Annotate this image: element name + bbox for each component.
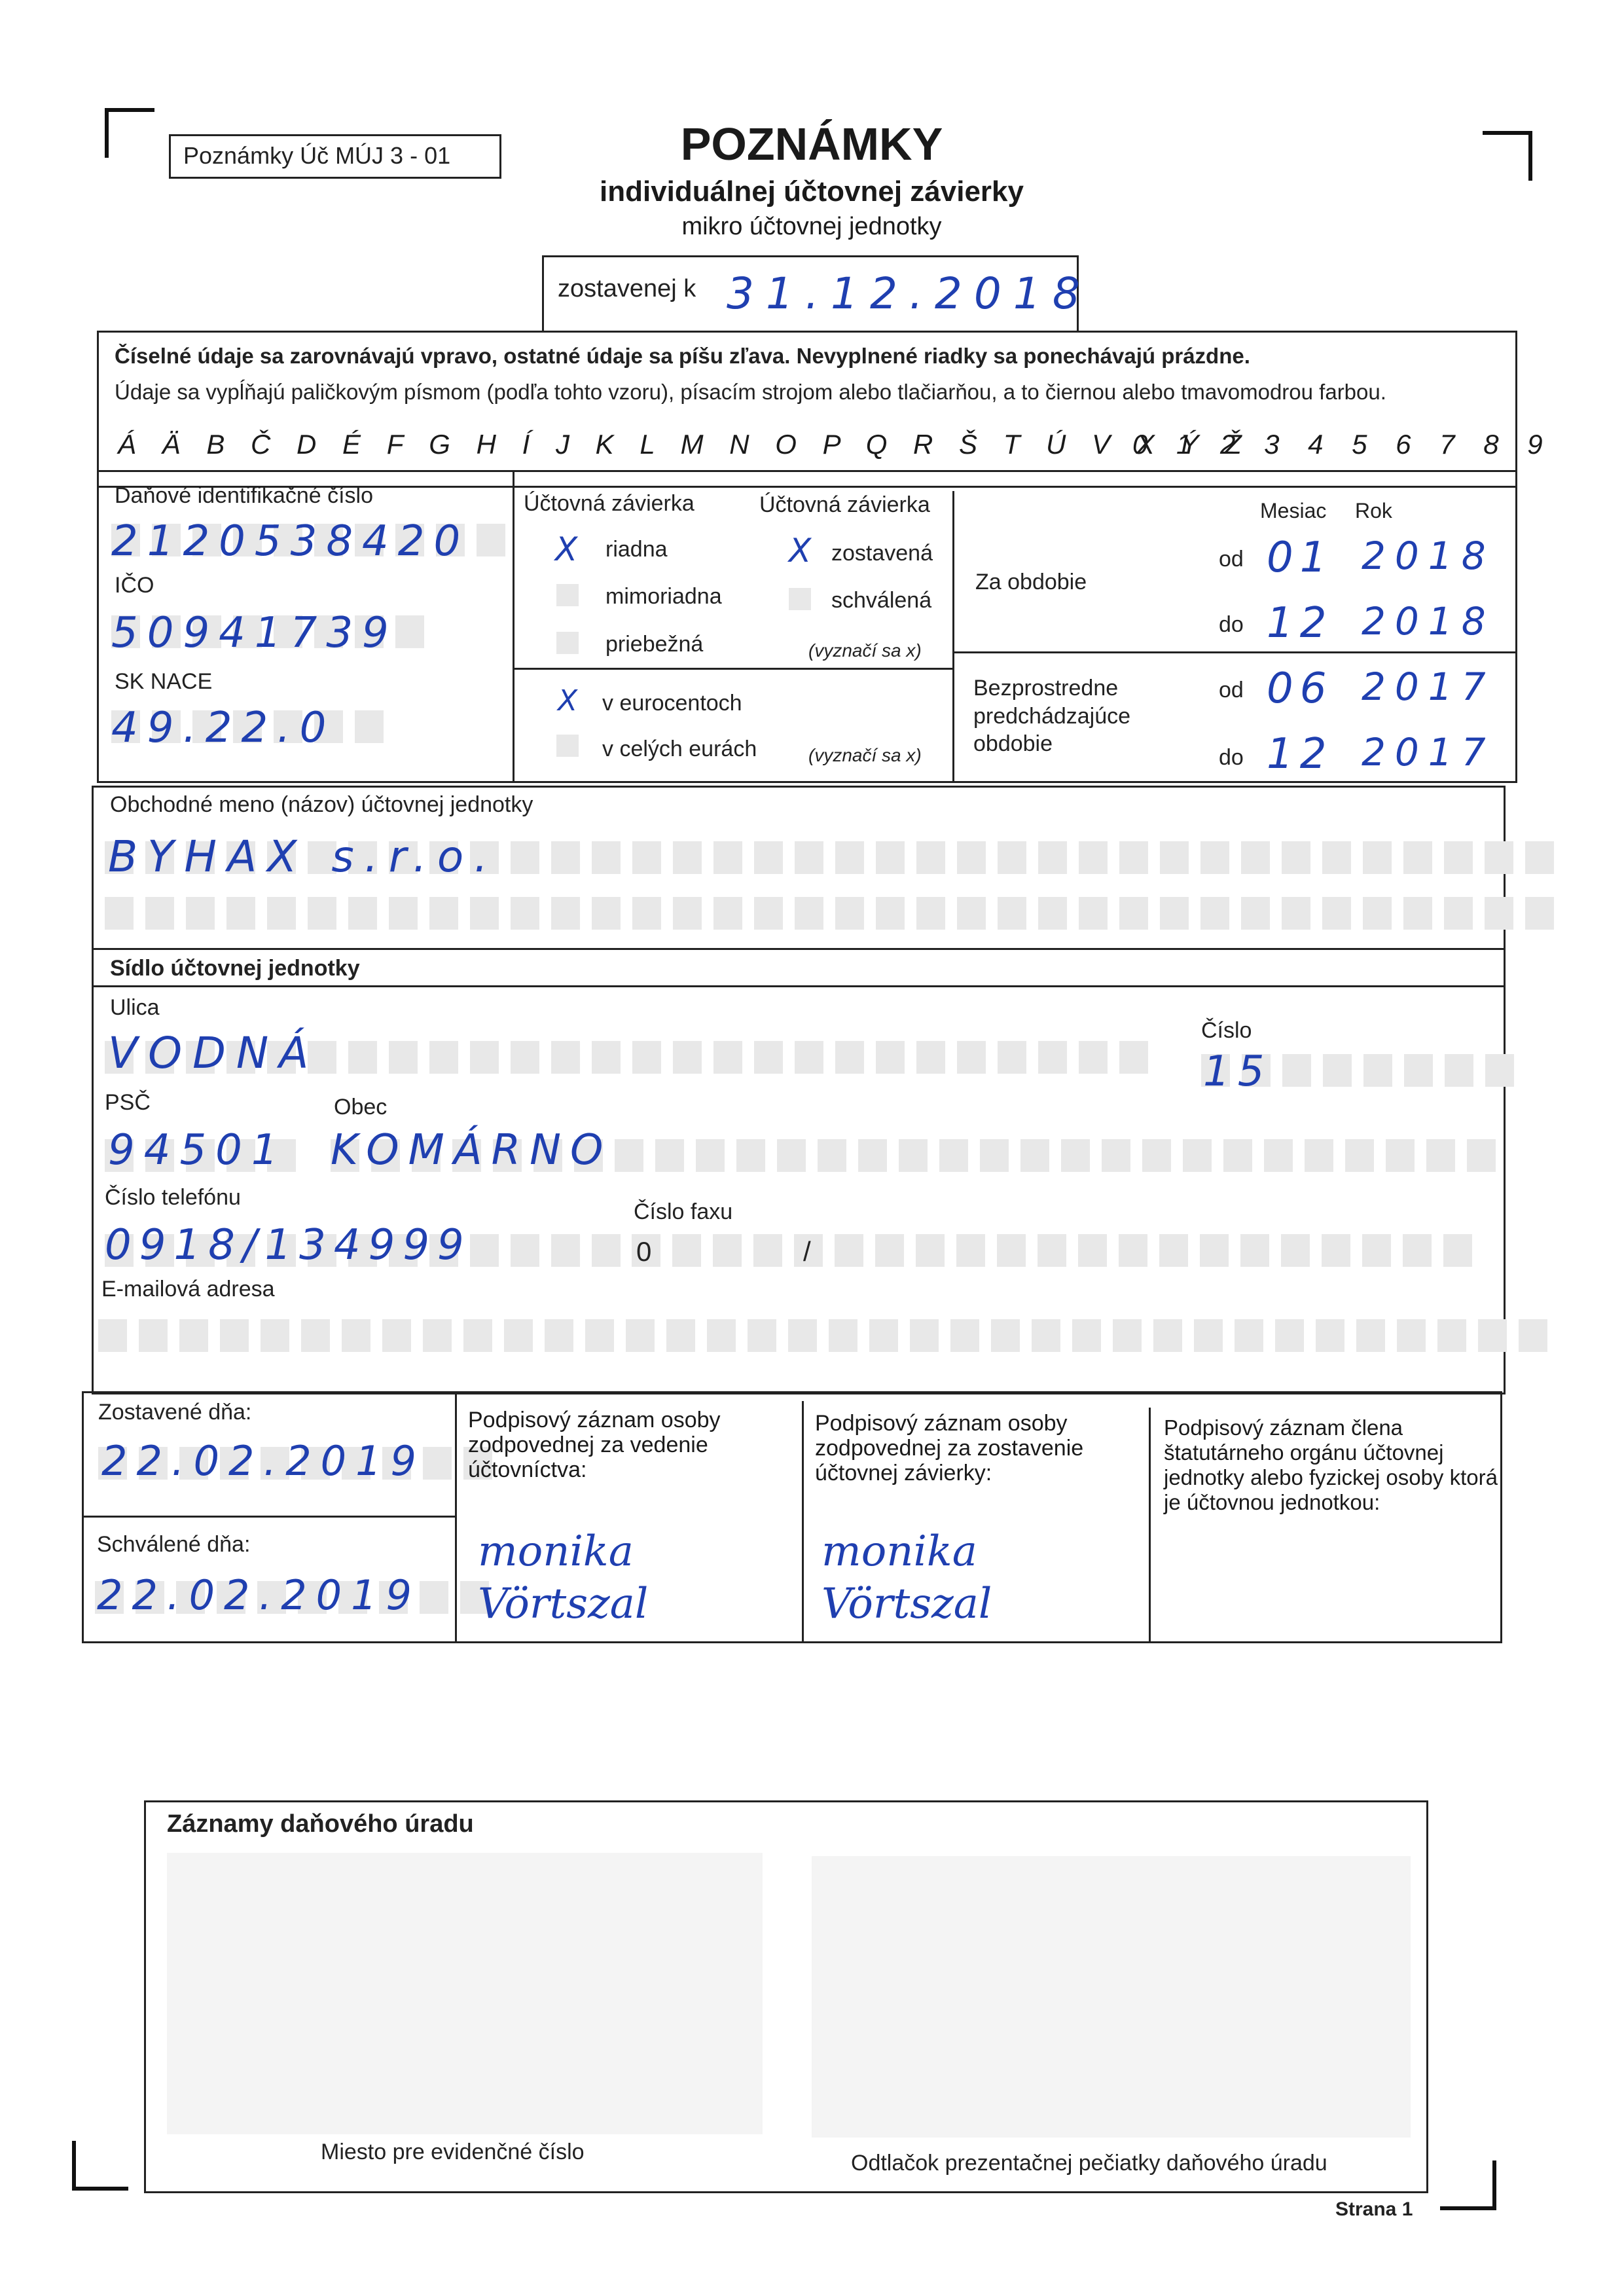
prev-period-label-3: obdobie [973, 731, 1053, 756]
divider [82, 1516, 455, 1518]
schvalena-checkbox[interactable] [789, 588, 811, 610]
divider [802, 1401, 804, 1643]
divider [92, 985, 1506, 987]
entity-name-label: Obchodné meno (názov) účtovnej jednotky [110, 792, 533, 817]
priebezna-label: priebežná [605, 632, 704, 657]
psc-label: PSČ [105, 1090, 151, 1115]
mimoriadna-checkbox[interactable] [556, 584, 579, 606]
divider [952, 651, 1515, 653]
mark-note-2: (vyznačí sa x) [808, 745, 922, 765]
zostavena-check[interactable]: X [789, 532, 812, 570]
form-code: Poznámky Úč MÚJ 3 - 01 [183, 142, 451, 169]
celych-eurach-checkbox[interactable] [556, 735, 579, 757]
current-to-year[interactable]: 2018 [1362, 599, 1495, 644]
prev-period-label-1: Bezprostredne [973, 676, 1119, 701]
registration-number-area [167, 1853, 763, 2134]
prev-do-label: do [1219, 745, 1244, 770]
street-value[interactable]: VODNÁ [108, 1028, 319, 1078]
fax-value[interactable]: 0 / [636, 1236, 883, 1267]
psc-value[interactable]: 94501 [108, 1126, 287, 1175]
entity-name-value[interactable]: BYHAX s.r.o. [108, 831, 499, 882]
corner-mark-top-left [105, 108, 154, 158]
celych-eurach-label: v celých eurách [602, 737, 757, 761]
ico-label: IČO [115, 573, 154, 598]
page-number: Strana 1 [1335, 2198, 1413, 2220]
approved-on-label: Schválené dňa: [97, 1532, 251, 1557]
sample-digits: 0 1 2 3 4 5 6 7 8 9 [1132, 429, 1553, 460]
sig3-label: Podpisový záznam člena štatutárneho orgánu účtovnej jednotky alebo fyzickej osoby ktorá je účtovnou jednotkou: [1164, 1415, 1498, 1514]
email-label: E-mailová adresa [101, 1277, 275, 1302]
dic-value[interactable]: 2120538420 [111, 517, 470, 566]
corner-mark-bottom-right [1440, 2160, 1496, 2210]
sample-letters: Á Ä B Č D É F G H Í J K L M N O P Q R Š T Ú V X Ý Ž [118, 429, 1251, 460]
stamp-area [812, 1856, 1411, 2138]
phone-value[interactable]: 0918/134999 [105, 1221, 472, 1269]
closing-state-label: Účtovná závierka [759, 492, 930, 517]
divider [513, 470, 514, 783]
riadna-label: riadna [605, 537, 668, 562]
nace-label: SK NACE [115, 669, 213, 694]
stamp-caption: Odtlačok prezentačnej pečiatky daňového úradu [851, 2151, 1327, 2176]
sig1-label: Podpisový záznam osoby zodpovednej za vedenie účtovníctva: [468, 1408, 721, 1482]
seat-label: Sídlo účtovnej jednotky [110, 956, 360, 981]
compiled-date-label: zostavenej k [558, 275, 696, 302]
page-subtitle: individuálnej účtovnej závierky [600, 175, 1024, 208]
prev-from-month[interactable]: 06 [1267, 665, 1333, 713]
current-from-year[interactable]: 2018 [1362, 534, 1495, 578]
eurocentoch-check[interactable]: X [558, 684, 578, 718]
mark-note: (vyznačí sa x) [808, 640, 922, 661]
tax-office-title: Záznamy daňového úradu [167, 1810, 474, 1838]
page-subtitle-2: mikro účtovnej jednotky [681, 213, 942, 240]
nace-value[interactable]: 49.22.0 [111, 704, 336, 752]
schvalena-label: schválená [831, 588, 932, 613]
za-obdobie-label: Za obdobie [975, 570, 1087, 594]
sig2-label: Podpisový záznam osoby zodpovednej za zostavenie účtovnej závierky: [815, 1411, 1084, 1485]
current-to-month[interactable]: 12 [1267, 599, 1333, 647]
instructions-line-1: Číselné údaje sa zarovnávajú vpravo, ostatné údaje sa píšu zľava. Nevyplnené riadky sa ponechávajú prázdne. [115, 344, 1250, 368]
riadna-check[interactable]: X [555, 530, 578, 568]
entity-name-cells-row2 [105, 897, 1554, 930]
city-label: Obec [334, 1095, 388, 1120]
prev-from-year[interactable]: 2017 [1362, 665, 1495, 709]
do-label: do [1219, 612, 1244, 637]
ico-value[interactable]: 50941739 [111, 609, 398, 657]
eurocentoch-label: v eurocentoch [602, 691, 742, 716]
divider [92, 948, 1506, 950]
divider [513, 668, 952, 670]
closing-type-label: Účtovná závierka [524, 491, 695, 516]
street-label: Ulica [110, 995, 160, 1020]
approved-on-value[interactable]: 22.02.2019 [97, 1571, 421, 1619]
compiled-on-label: Zostavené dňa: [98, 1400, 252, 1425]
signature-1[interactable]: monika Vörtszal [478, 1527, 649, 1628]
signature-2[interactable]: monika Vörtszal [821, 1527, 992, 1628]
priebezna-checkbox[interactable] [556, 632, 579, 654]
dic-label: Daňové identifikačné číslo [115, 483, 374, 508]
mimoriadna-label: mimoriadna [605, 584, 722, 609]
number-label: Číslo [1201, 1018, 1252, 1043]
city-value[interactable]: KOMÁRNO [331, 1126, 613, 1175]
corner-mark-top-right [1483, 131, 1532, 181]
prev-period-label-2: predchádzajúce [973, 704, 1131, 729]
rok-label: Rok [1355, 499, 1392, 522]
od-label: od [1219, 547, 1244, 572]
zostavena-label: zostavená [831, 541, 933, 566]
prev-to-year[interactable]: 2017 [1362, 730, 1495, 774]
divider [1149, 1408, 1151, 1643]
fax-label: Číslo faxu [634, 1199, 733, 1224]
registration-number-caption: Miesto pre evidenčné číslo [321, 2140, 585, 2164]
current-from-month[interactable]: 01 [1267, 534, 1333, 582]
page-title: POZNÁMKY [680, 118, 943, 170]
compiled-on-value[interactable]: 22.02.2019 [101, 1437, 425, 1485]
corner-mark-bottom-left [72, 2141, 128, 2191]
mesiac-label: Mesiac [1260, 499, 1327, 522]
prev-to-month[interactable]: 12 [1267, 730, 1333, 778]
number-value[interactable]: 15 [1203, 1048, 1272, 1096]
email-cells [98, 1319, 1547, 1352]
phone-label: Číslo telefónu [105, 1185, 241, 1210]
divider [952, 491, 954, 783]
prev-od-label: od [1219, 678, 1244, 702]
compiled-date-value[interactable]: 31.12.2018 [727, 268, 1092, 319]
instructions-line-2: Údaje sa vypĺňajú paličkovým písmom (podľa tohto vzoru), písacím strojom alebo tlačiarňou, a to čiernou alebo tmavomodrou farbou. [115, 380, 1386, 404]
